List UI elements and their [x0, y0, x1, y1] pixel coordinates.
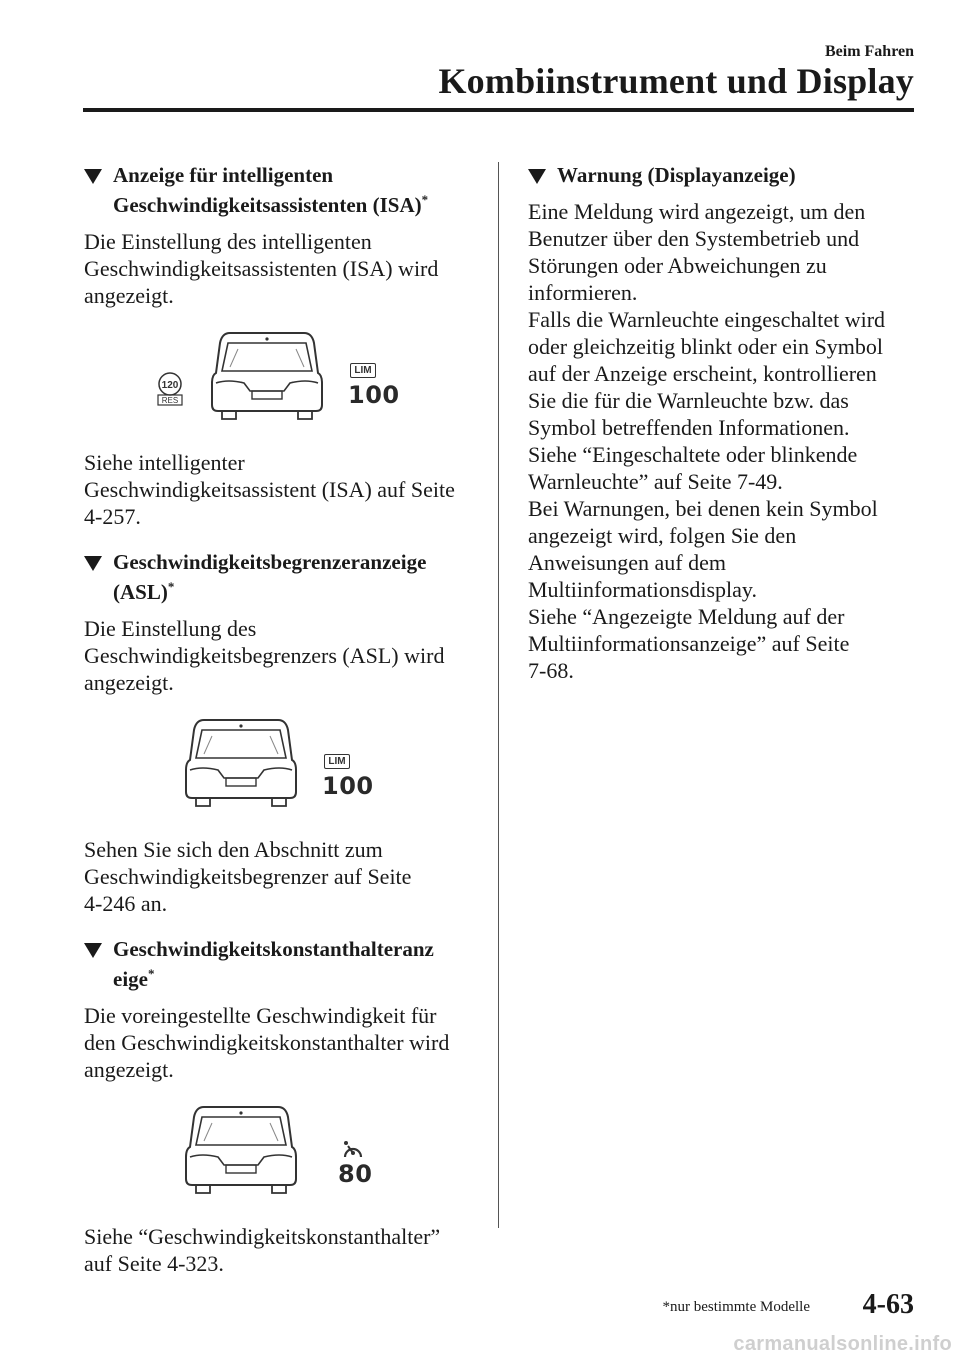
car-rear-icon [208, 329, 326, 423]
footer-note: *nur bestimmte Modelle [662, 1299, 810, 1315]
cruise-body: Die voreingestellte Geschwindigkeit für den Geschwindigkeitskonstanthalter wird angezeigt. [84, 1003, 450, 1082]
car-rear-icon [182, 1103, 300, 1197]
lim-speed: 100 [322, 772, 374, 800]
asl-reference: Sehen Sie sich den Abschnitt zum Geschwindigkeitsbegrenzer auf Seite 4-246 an. [84, 837, 412, 916]
isa-reference: Siehe intelligenter Geschwindigkeitsassistent (ISA) auf Seite 4-257. [84, 450, 455, 529]
cruise-section-title: Geschwindigkeitskonstanthalteranz eige* [84, 934, 464, 994]
isa-res-badge-icon [156, 371, 186, 407]
asterisk-mark: * [167, 579, 175, 594]
lim-speed: 100 [348, 381, 400, 409]
cruise-display-illustration [84, 1103, 464, 1211]
asl-section-title: Geschwindigkeitsbegrenzeranzeige (ASL)* [84, 547, 464, 607]
car-rear-icon [182, 716, 300, 810]
column-divider [498, 162, 499, 1228]
lim-label-icon: LIM [350, 363, 376, 378]
svg-text:RES: RES [161, 396, 179, 405]
page-title: Kombiinstrument und Display [438, 61, 914, 101]
asl-display-illustration [84, 716, 464, 824]
left-column [84, 160, 464, 1277]
isa-section-title: Anzeige für intelligenten Geschwindigkeitsassistenten (ISA)* [84, 160, 464, 220]
header-section: Beim Fahren [824, 43, 914, 60]
triangle-bullet-icon [528, 169, 546, 184]
watermark-text: carmanualsonline.info [733, 1333, 952, 1355]
isa-body: Die Einstellung des intelligenten Geschwindigkeitsassistenten (ISA) wird angezeigt. [84, 229, 439, 308]
header-rule [83, 108, 914, 112]
page-number: 4-63 [862, 1289, 914, 1320]
asterisk-mark: * [147, 966, 155, 981]
triangle-bullet-icon [84, 169, 102, 184]
cruise-reference: Siehe “Geschwindigkeitskonstanthalter” auf Seite 4-323. [84, 1224, 441, 1276]
svg-text:120: 120 [161, 380, 179, 391]
asterisk-mark: * [421, 192, 429, 207]
triangle-bullet-icon [84, 943, 102, 958]
warning-body: Eine Meldung wird angezeigt, um den Benutzer über den Systembetrieb und Störungen oder Abweichungen zu informieren. Falls die Warnleuchte eingeschaltet wird oder gleichzeitig blinkt oder ein Symbol auf der Anzeige erscheint, kontrollieren Sie die für die Warnleuchte bzw. das Symbol betreffenden Informationen. Siehe “Eingeschaltete oder blinkende Warnleuchte” auf Seite 7-49. Bei Warnungen, bei denen kein Symbol angezeigt wird, folgen Sie den Anweisungen auf dem Multiinformationsdisplay. Siehe “Angezeigte Meldung auf der Multiinformationsanzeige” auf Seite 7-68. [528, 199, 886, 683]
isa-display-illustration [84, 329, 464, 437]
warning-section-title: Warnung (Displayanzeige) [528, 160, 908, 190]
lim-label-icon: LIM [324, 754, 350, 769]
asl-body: Die Einstellung des Geschwindigkeitsbegrenzers (ASL) wird angezeigt. [84, 616, 445, 695]
right-column [528, 160, 908, 684]
cruise-set-speed: 80 [338, 1160, 373, 1188]
triangle-bullet-icon [84, 556, 102, 571]
